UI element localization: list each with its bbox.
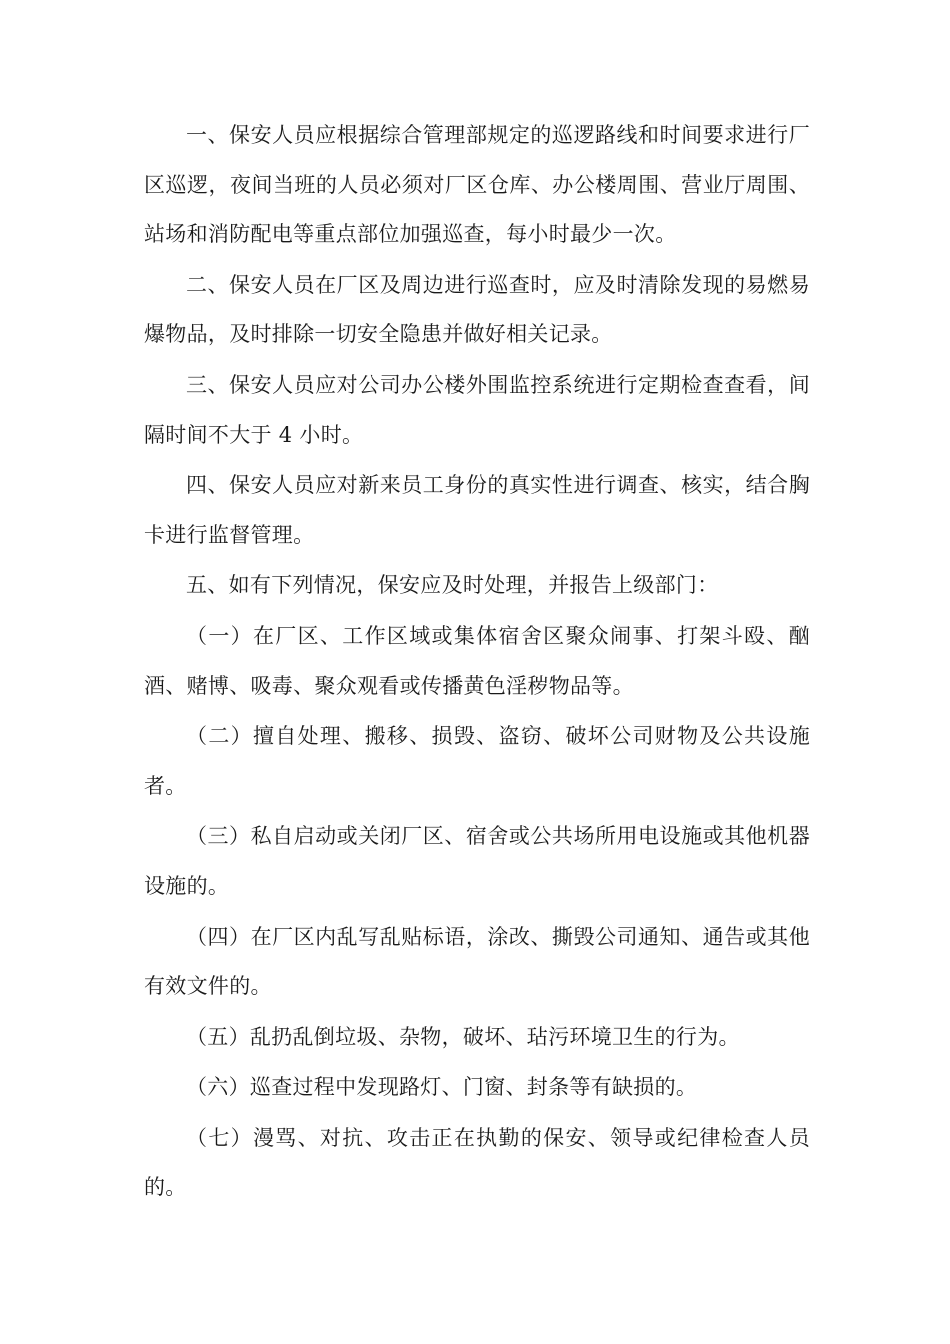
sub-item-4: （四）在厂区内乱写乱贴标语，涂改、撕毁公司通知、通告或其他有效文件的。 [144,924,810,999]
paragraph-4: 四、保安人员应对新来员工身份的真实性进行调查、核实，结合胸卡进行监督管理。 [144,473,810,547]
paragraph-2: 二、保安人员在厂区及周边进行巡查时，应及时清除发现的易燃易爆物品，及时排除一切安全隐患并做好相关记录。 [144,272,810,347]
paragraph-1: 一、保安人员应根据综合管理部规定的巡逻路线和时间要求进行厂区巡逻，夜间当班的人员必须对厂区仓库、办公楼周围、营业厅周围、站场和消防配电等重点部位加强巡查，每小时最少一次。 [144,123,810,247]
sub-item-1: （一）在厂区、工作区域或集体宿舍区聚众闹事、打架斗殴、酗酒、赌博、吸毒、聚众观看或传播黄色淫秽物品等。 [144,623,810,698]
document-body [144,111,810,1214]
sub-item-2: （二）擅自处理、搬移、损毁、盗窃、破坏公司财物及公共设施者。 [144,724,810,798]
sub-item-6: （六）巡查过程中发现路灯、门窗、封条等有缺损的。 [186,1075,698,1100]
paragraph-3: 三、保安人员应对公司办公楼外围监控系统进行定期检查查看，间隔时间不大于 4 小时。 [144,372,810,447]
sub-item-3: （三）私自启动或关闭厂区、宿舍或公共场所用电设施或其他机器设施的。 [144,824,810,898]
sub-item-7: （七）漫骂、对抗、攻击正在执勤的保安、领导或纪律检查人员的。 [144,1125,810,1200]
paragraph-5: 五、如有下列情况，保安应及时处理，并报告上级部门： [186,573,719,598]
sub-item-5: （五）乱扔乱倒垃圾、杂物，破坏、玷污环境卫生的行为。 [186,1024,740,1049]
